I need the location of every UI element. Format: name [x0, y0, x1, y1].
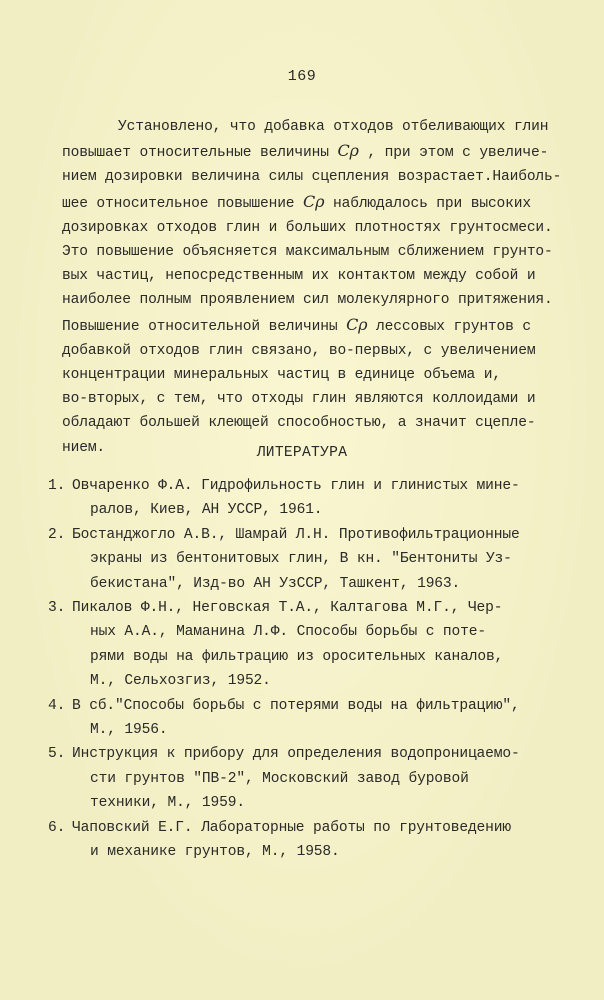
reference-line: бекистана", Изд-во АН УзССР, Ташкент, 1963. — [90, 575, 461, 592]
reference-line: сти грунтов "ПВ-2", Московский завод буровой — [90, 770, 469, 787]
reference-number: 3. — [48, 600, 66, 617]
reference-line: ных А.А., Маманина Л.Ф. Способы борьбы с поте- — [90, 624, 486, 641]
paragraph-line: наиболее полным проявлением сил молекулярного притяжения. — [62, 292, 553, 309]
paragraph-line: обладают большей клеющей способностью, а значит сцепле- — [62, 415, 536, 432]
reference-item — [48, 742, 568, 815]
paragraph-line: Установлено, что добавка отходов отбеливающих глин — [118, 119, 549, 135]
reference-number: 6. — [48, 819, 66, 836]
reference-line: ралов, Киев, АН УССР, 1961. — [90, 502, 323, 519]
reference-line: и механике грунтов, М., 1958. — [90, 844, 340, 861]
reference-line: техники, М., 1959. — [90, 795, 245, 812]
page-number: 169 — [287, 68, 317, 85]
reference-item — [48, 694, 568, 743]
cp-symbol: Cρ — [337, 141, 359, 161]
reference-item — [48, 523, 568, 596]
reference-line: 1. Овчаренко Ф.А. Гидрофильность глин и глинистых мине- — [48, 474, 568, 498]
paragraph-line: концентрации минеральных частиц в единице объема и, — [62, 367, 501, 384]
cp-symbol: Cρ — [346, 314, 368, 334]
reference-number: 2. — [48, 526, 66, 543]
reference-number: 1. — [48, 478, 66, 494]
paragraph-line: вых частиц, непосредственным их контактом между собой и — [62, 268, 536, 285]
paragraph-line: дозировках отходов глин и больших плотностях грунтосмеси. — [62, 219, 553, 236]
paragraph-line: Это повышение объясняется максимальным сближением грунто- — [62, 244, 553, 261]
references-list — [48, 474, 568, 865]
reference-item — [48, 816, 568, 865]
reference-item — [48, 474, 568, 523]
reference-line: М., Сельхозгиз, 1952. — [90, 673, 271, 690]
reference-line: 3. Пикалов Ф.Н., Неговская Т.А., Калтагова М.Г., Чер- — [48, 596, 568, 620]
reference-line: экраны из бентонитовых глин, В кн. "Бентониты Уз- — [90, 551, 512, 568]
reference-line: 2. Бостанджогло А.В., Шамрай Л.Н. Противофильтрационные — [48, 523, 568, 547]
paragraph-line: повышает относительные величины Cρ , при этом с увеличе- — [62, 141, 549, 162]
paragraph-line: Повышение относительной величины Cρ лессовых грунтов с — [62, 314, 531, 335]
paragraph-line: нием. — [62, 439, 106, 456]
paragraph-line: шее относительное повышение Cρ наблюдалось при высоких — [62, 191, 531, 212]
references-heading: ЛИТЕРАТУРА — [256, 445, 348, 461]
reference-item — [48, 596, 568, 694]
reference-line: М., 1956. — [90, 722, 168, 739]
paragraph-line: во-вторых, с тем, что отходы глин являются коллоидами и — [62, 391, 536, 408]
reference-line: 4. В сб."Способы борьбы с потерями воды на фильтрацию", — [48, 694, 568, 718]
reference-line: рями воды на фильтрацию из оросительных каналов, — [90, 648, 504, 665]
reference-number: 5. — [48, 746, 66, 763]
body-paragraph — [62, 115, 562, 460]
reference-line: 6. Чаповский Е.Г. Лабораторные работы по грунтоведению — [48, 816, 568, 840]
paragraph-line: нием дозировки величина силы сцепления возрастает.Наиболь- — [62, 169, 562, 186]
reference-line: 5. Инструкция к прибору для определения водопроницаемо- — [48, 742, 568, 766]
reference-number: 4. — [48, 697, 66, 714]
paragraph-line: добавкой отходов глин связано, во-первых, с увеличением — [62, 342, 536, 359]
cp-symbol: Cρ — [303, 191, 325, 211]
